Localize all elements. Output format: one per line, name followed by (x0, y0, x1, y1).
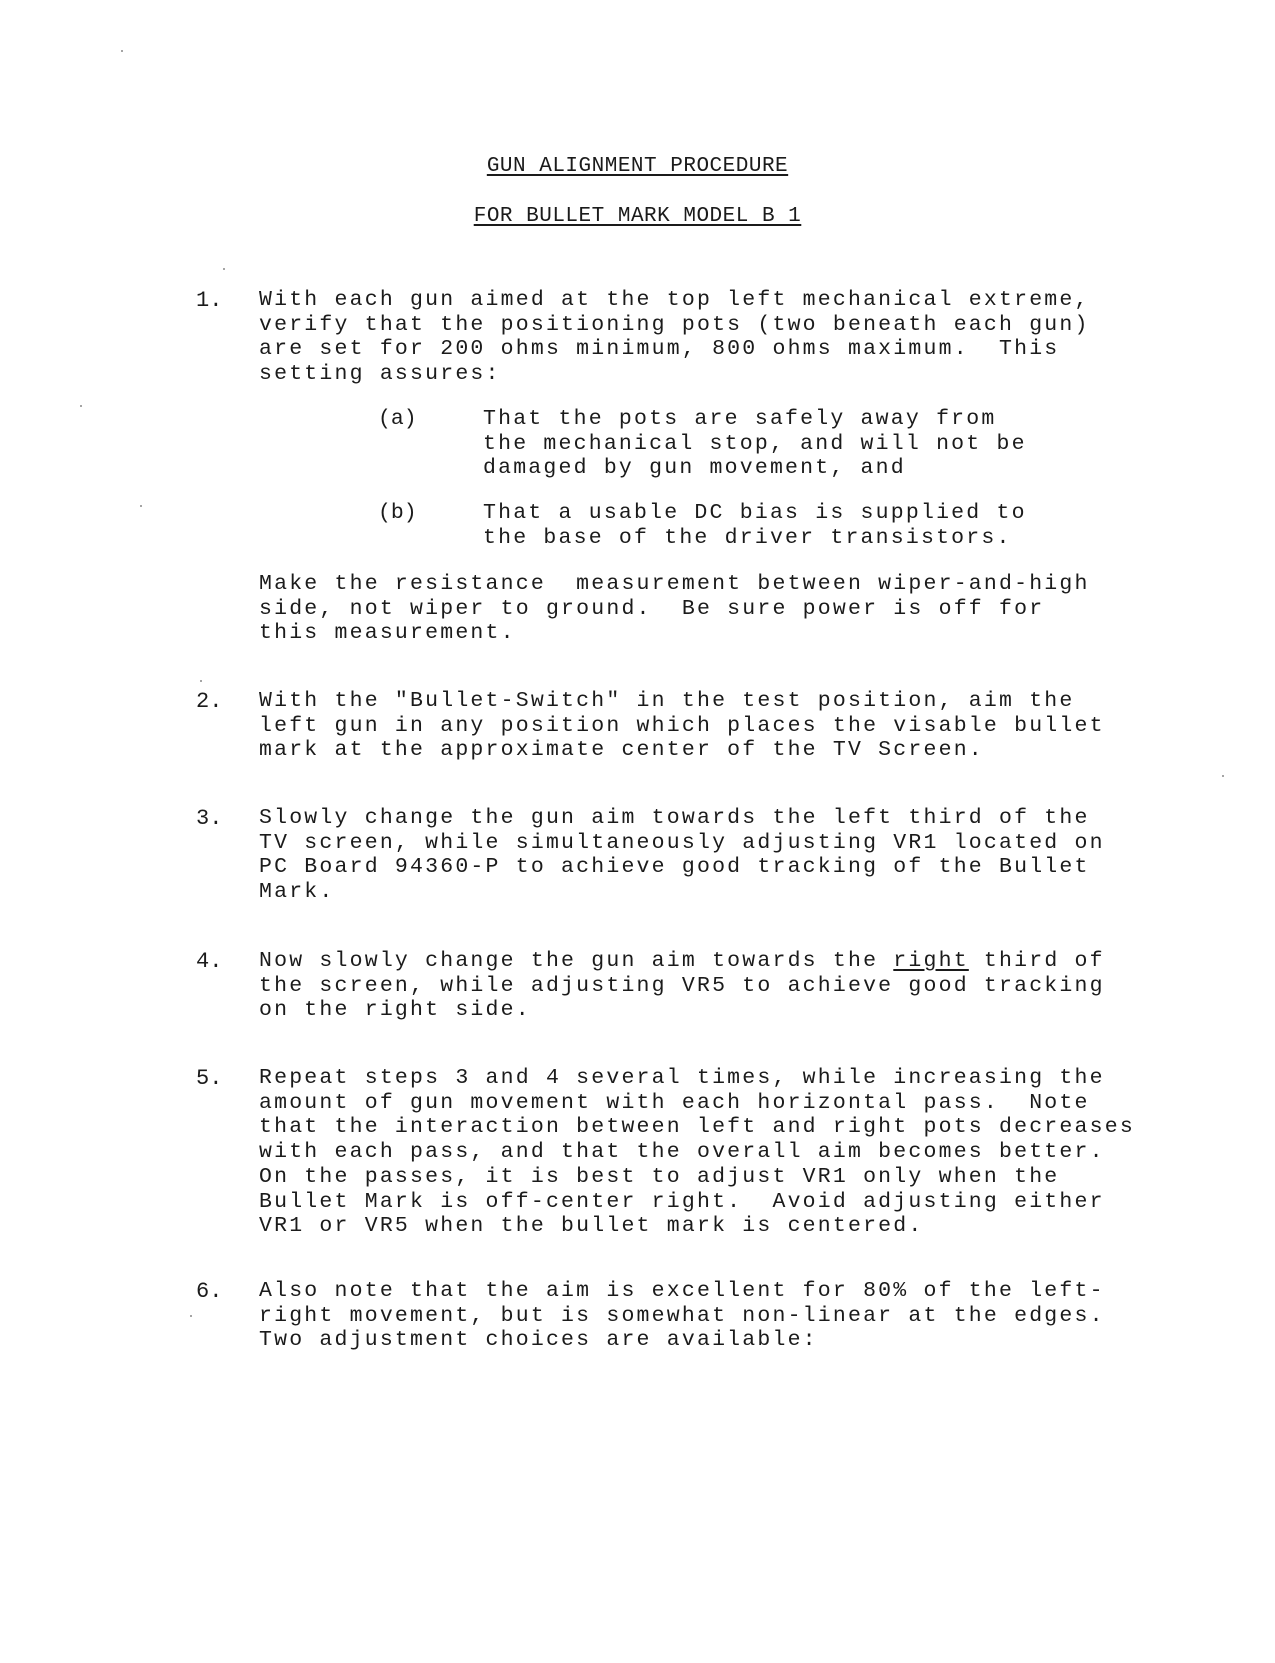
step-number: 1. (196, 288, 223, 313)
step-number: 2. (196, 689, 223, 714)
document-subtitle (0, 205, 1275, 229)
step-number: 6. (196, 1279, 223, 1304)
step-text-before: Now slowly change the gun aim towards the (259, 949, 894, 973)
step-text: With the "Bullet-Switch" in the test position, aim the left gun in any position which places the visable bullet mark at the approximate center of the TV Screen. (259, 689, 1105, 763)
step-number: 3. (196, 806, 223, 831)
scan-speck (1222, 775, 1224, 777)
title-line-1: GUN ALIGNMENT PROCEDURE (486, 155, 789, 178)
scan-speck (121, 50, 123, 52)
subitem-label: (b) (378, 501, 417, 525)
subitem-text: That the pots are safely away from the mechanical stop, and will not be damaged by gun movement, and (483, 407, 1027, 481)
step-text: With each gun aimed at the top left mechanical extreme, verify that the positioning pots (two beneath each gun) are set for 200 ohms minimum, 800 ohms maximum. This setting assures: (259, 288, 1090, 387)
step-text: Repeat steps 3 and 4 several times, while increasing the amount of gun movement with each horizontal pass. Note that the interaction between left and right pots decreases with each pass, and that the overall aim becomes better. On the passes, it is best to adjust VR1 only when the Bullet Mark is off-center right. Avoid adjusting either VR1 or VR5 when the bullet mark is centered. (259, 1066, 1135, 1239)
subitem-label: (a) (378, 407, 417, 431)
scan-speck (190, 1315, 192, 1317)
step-text: Slowly change the gun aim towards the left third of the TV screen, while simultaneously adjusting VR1 located on PC Board 94360-P to achieve good tracking of the Bullet Mark. (259, 806, 1105, 905)
scan-speck (223, 268, 225, 270)
step-text (259, 949, 1159, 1023)
step-number: 5. (196, 1066, 223, 1091)
scan-speck (140, 505, 142, 507)
step-text-after: third of the screen, while adjusting VR5 to achieve good tracking on the right side. (259, 949, 1105, 1023)
document-title (0, 155, 1275, 179)
step-text: Also note that the aim is excellent for 80% of the left- right movement, but is somewhat non-linear at the edges. Two adjustment choices are available: (259, 1279, 1105, 1353)
scan-speck (200, 680, 202, 682)
emphasis-right: right (893, 949, 969, 973)
note-text: Make the resistance measurement between wiper-and-high side, not wiper to ground. Be sure power is off for this measurement. (259, 572, 1090, 646)
title-line-2: FOR BULLET MARK MODEL B 1 (473, 205, 802, 228)
scan-speck (80, 405, 82, 407)
subitem-text: That a usable DC bias is supplied to the base of the driver transistors. (483, 501, 1027, 550)
step-number: 4. (196, 949, 223, 974)
